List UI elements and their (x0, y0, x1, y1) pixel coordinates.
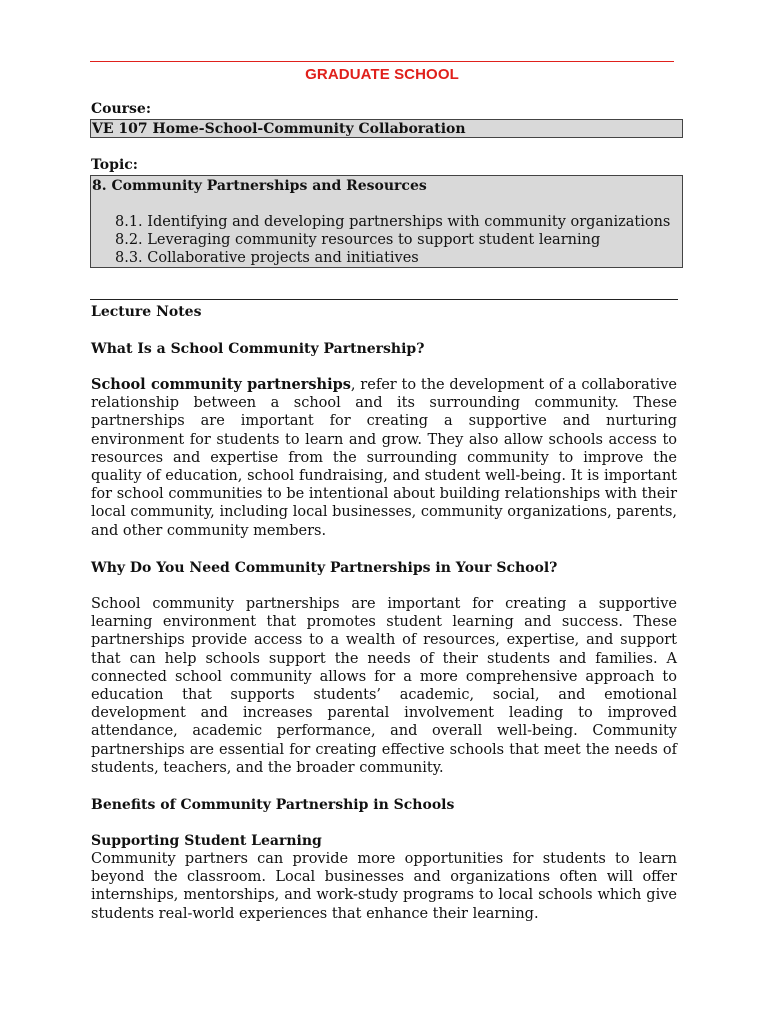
lecture-notes-heading: Lecture Notes (91, 304, 202, 320)
paragraph-lead-term: School community partnerships (91, 376, 351, 393)
section-heading-why: Why Do You Need Community Partnerships in Your School? (91, 560, 558, 576)
subtopic-item: 8.3. Collaborative projects and initiatives (115, 250, 419, 266)
header-red-rule (90, 61, 674, 62)
topic-title: 8. Community Partnerships and Resources (92, 178, 427, 194)
section-heading-what-is: What Is a School Community Partnership? (91, 341, 425, 357)
subtopic-item: 8.2. Leveraging community resources to support student learning (115, 232, 601, 248)
section-divider (90, 299, 678, 300)
subtopic-list (115, 213, 670, 267)
course-label: Course: (91, 101, 151, 117)
section-heading-benefits: Benefits of Community Partnership in Schools (91, 797, 455, 813)
paragraph-supporting: Community partners can provide more opportunities for students to learn beyond the classroom. Local businesses and organizations often will offer internships, mentorships, and work-study programs to local schools which give students real-world experiences that enhance their learning. (91, 851, 677, 922)
paragraph-why: School community partnerships are important for creating a supportive learning environment that promotes student learning and success. These partnerships provide access to a wealth of resources, expertise, and support that can help schools support the needs of their students and families. A connected school community allows for a more comprehensive approach to education that supports students’ academic, social, and emotional development and increases parental involvement leading to improved attendance, academic performance, and overall well-being. Community partnerships are essential for creating effective schools that meet the needs of students, teachers, and the broader community. (91, 596, 677, 776)
paragraph-what-is-body: , refer to the development of a collaborative relationship between a school and its surrounding community. These partnerships are important for creating a supportive and nurturing environment for students to learn and grow. They also allow schools access to resources and expertise from the surrounding community to improve the quality of education, school fundraising, and student well-being. It is important for school communities to be intentional about building relationships with their local community, including local businesses, community organizations, parents, and other community members. (91, 377, 677, 539)
topic-label: Topic: (91, 157, 138, 173)
school-name: GRADUATE SCHOOL (305, 66, 459, 83)
subtopic-item: 8.1. Identifying and developing partnerships with community organizations (115, 214, 671, 230)
course-value: VE 107 Home-School-Community Collaboration (92, 121, 466, 137)
subsection-heading-supporting: Supporting Student Learning (91, 833, 322, 849)
paragraph-what-is (91, 376, 677, 540)
topic-box (90, 175, 683, 268)
course-box (90, 119, 683, 138)
